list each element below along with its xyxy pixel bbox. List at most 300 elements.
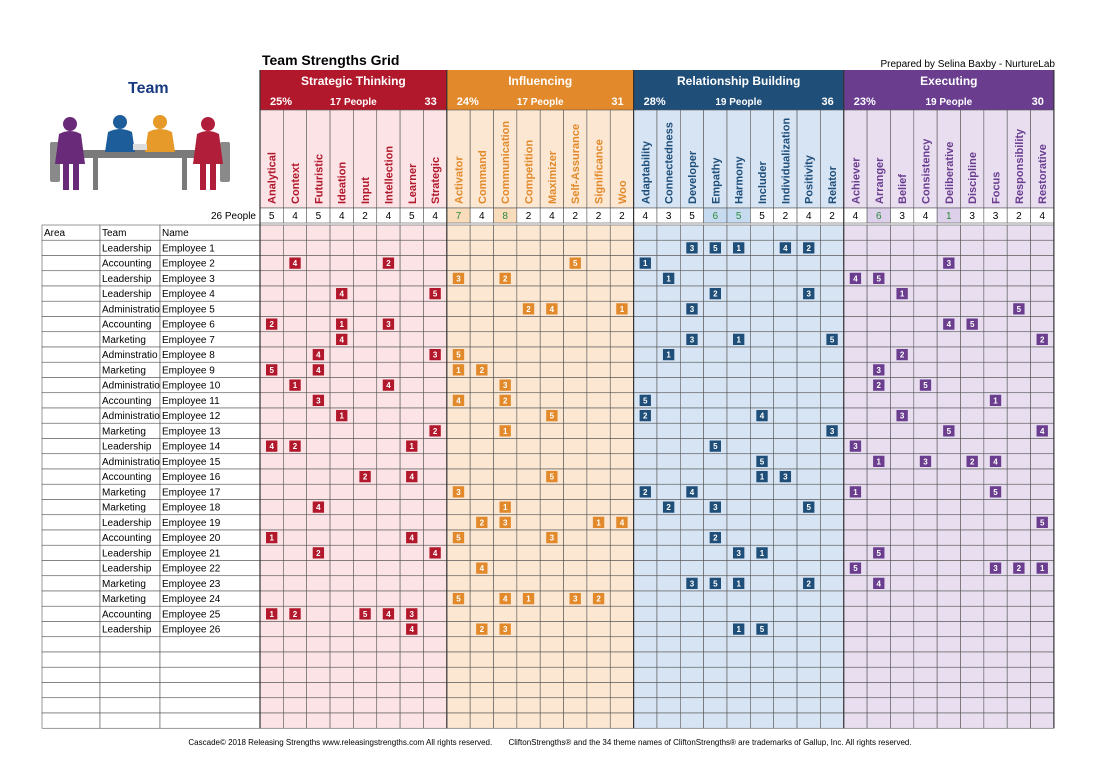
- grid-cell: [984, 637, 1007, 652]
- grid-cell: [540, 545, 563, 560]
- grid-cell: [423, 469, 446, 484]
- grid-cell: [727, 362, 750, 377]
- grid-cell: [680, 545, 703, 560]
- rank-badge-value: 4: [549, 304, 555, 314]
- rank-badge-value: 1: [736, 625, 741, 635]
- row-employee-name: Employee 13: [162, 426, 221, 438]
- grid-cell: [587, 576, 610, 591]
- grid-cell: [610, 317, 633, 332]
- grid-cell: [820, 500, 843, 515]
- theme-name: Consistency: [920, 138, 933, 204]
- theme-name: Command: [476, 150, 489, 204]
- grid-cell: [423, 713, 446, 728]
- grid-cell: [353, 576, 376, 591]
- grid-cell: [423, 484, 446, 499]
- grid-cell: [937, 530, 960, 545]
- grid-cell: [890, 713, 913, 728]
- grid-cell: [657, 423, 680, 438]
- grid-cell: [797, 545, 820, 560]
- row-team: Leadership: [102, 243, 152, 255]
- grid-cell: [307, 637, 330, 652]
- grid-cell: [727, 393, 750, 408]
- grid-cell: [774, 591, 797, 606]
- grid-cell: [750, 652, 773, 667]
- grid-cell: [377, 439, 400, 454]
- grid-cell: [657, 713, 680, 728]
- grid-cell: [680, 561, 703, 576]
- rank-badge-value: 4: [339, 289, 344, 299]
- grid-cell: [564, 713, 587, 728]
- grid-cell: [400, 561, 423, 576]
- grid-cell: [330, 500, 353, 515]
- grid-cell: [330, 240, 353, 255]
- grid-cell: [914, 317, 937, 332]
- rank-badge-value: 5: [853, 564, 858, 574]
- rank-badge-value: 4: [409, 625, 415, 635]
- grid-cell: [914, 591, 937, 606]
- rank-badge-value: 4: [946, 320, 952, 330]
- grid-cell: [750, 271, 773, 286]
- grid-cell: [610, 484, 633, 499]
- grid-cell: [890, 240, 913, 255]
- row-label-cell: [42, 469, 100, 484]
- grid-cell: [961, 378, 984, 393]
- grid-cell: [260, 500, 283, 515]
- grid-cell: [260, 637, 283, 652]
- grid-cell: [260, 667, 283, 682]
- grid-cell: [704, 332, 727, 347]
- grid-cell: [1007, 362, 1030, 377]
- grid-cell: [797, 439, 820, 454]
- grid-cell: [494, 545, 517, 560]
- grid-cell: [517, 667, 540, 682]
- grid-cell: [634, 240, 657, 255]
- grid-cell: [937, 713, 960, 728]
- grid-cell: [470, 667, 493, 682]
- theme-name: Relator: [827, 166, 840, 204]
- grid-cell: [1031, 637, 1054, 652]
- grid-cell: [797, 637, 820, 652]
- grid-cell: [540, 393, 563, 408]
- grid-cell: [540, 484, 563, 499]
- grid-cell: [564, 622, 587, 637]
- grid-cell: [564, 439, 587, 454]
- grid-cell: [844, 301, 867, 316]
- grid-cell: [820, 439, 843, 454]
- grid-cell: [867, 561, 890, 576]
- grid-cell: [797, 332, 820, 347]
- grid-cell: [704, 713, 727, 728]
- grid-cell: [774, 683, 797, 698]
- theme-count: 7: [455, 211, 462, 222]
- grid-cell: [984, 515, 1007, 530]
- grid-cell: [634, 347, 657, 362]
- grid-cell: [494, 240, 517, 255]
- grid-cell: [423, 362, 446, 377]
- grid-cell: [867, 423, 890, 438]
- row-employee-name: Employee 19: [162, 517, 221, 529]
- grid-cell: [867, 332, 890, 347]
- grid-cell: [423, 454, 446, 469]
- row-employee-name: Employee 6: [162, 319, 215, 331]
- grid-cell: [377, 530, 400, 545]
- grid-cell: [447, 317, 470, 332]
- grid-cell: [587, 637, 610, 652]
- grid-cell: [423, 271, 446, 286]
- theme-name: Focus: [990, 171, 1003, 204]
- rank-badge-value: 5: [946, 426, 952, 436]
- theme-count: 1: [946, 211, 952, 222]
- grid-cell: [727, 439, 750, 454]
- grid-cell: [914, 545, 937, 560]
- row-employee-name: Employee 21: [162, 548, 221, 560]
- grid-cell: [400, 454, 423, 469]
- grid-cell: [961, 271, 984, 286]
- grid-cell: [470, 683, 493, 698]
- grid-cell: [540, 622, 563, 637]
- grid-cell: [260, 286, 283, 301]
- grid-cell: [260, 301, 283, 316]
- grid-cell: [353, 347, 376, 362]
- row-label-cell: [42, 637, 100, 652]
- grid-cell: [914, 515, 937, 530]
- grid-cell: [867, 713, 890, 728]
- grid-cell: [844, 317, 867, 332]
- rank-badge-value: 2: [713, 533, 718, 543]
- grid-cell: [400, 347, 423, 362]
- grid-cell: [634, 439, 657, 454]
- grid-cell: [494, 454, 517, 469]
- theme-count: 5: [759, 211, 765, 222]
- grid-cell: [937, 408, 960, 423]
- grid-cell: [447, 637, 470, 652]
- row-label-cell: [42, 256, 100, 271]
- grid-cell: [634, 530, 657, 545]
- row-label-cell: [42, 667, 100, 682]
- grid-cell: [610, 576, 633, 591]
- rank-badge-value: 1: [502, 503, 508, 513]
- grid-cell: [820, 713, 843, 728]
- grid-cell: [1031, 500, 1054, 515]
- grid-cell: [377, 500, 400, 515]
- rank-badge-value: 2: [596, 594, 601, 604]
- grid-cell: [494, 713, 517, 728]
- grid-cell: [774, 347, 797, 362]
- row-label-cell: [160, 652, 260, 667]
- grid-cell: [564, 301, 587, 316]
- grid-cell: [307, 423, 330, 438]
- grid-cell: [447, 515, 470, 530]
- grid-cell: [377, 637, 400, 652]
- grid-cell: [610, 271, 633, 286]
- grid-cell: [540, 439, 563, 454]
- grid-cell: [330, 301, 353, 316]
- grid-cell: [657, 332, 680, 347]
- grid-cell: [774, 652, 797, 667]
- grid-cell: [867, 484, 890, 499]
- grid-cell: [283, 393, 306, 408]
- rank-badge-value: 2: [643, 411, 648, 421]
- grid-cell: [937, 271, 960, 286]
- grid-cell: [330, 698, 353, 713]
- grid-cell: [377, 362, 400, 377]
- grid-cell: [610, 469, 633, 484]
- domain-name: Strategic Thinking: [301, 74, 406, 88]
- grid-cell: [704, 652, 727, 667]
- grid-cell: [447, 606, 470, 621]
- row-employee-name: Employee 12: [162, 411, 221, 422]
- grid-cell: [400, 423, 423, 438]
- grid-cell: [377, 347, 400, 362]
- grid-cell: [400, 286, 423, 301]
- grid-cell: [867, 301, 890, 316]
- grid-cell: [844, 713, 867, 728]
- grid-cell: [587, 667, 610, 682]
- domain-people: 17 People: [516, 97, 564, 108]
- grid-cell: [844, 637, 867, 652]
- grid-cell: [890, 622, 913, 637]
- grid-cell: [961, 256, 984, 271]
- grid-cell: [867, 286, 890, 301]
- grid-cell: [750, 576, 773, 591]
- row-team: Leadership: [102, 624, 152, 636]
- row-employee-name: Employee 26: [162, 624, 221, 636]
- grid-cell: [914, 637, 937, 652]
- grid-cell: [400, 271, 423, 286]
- domain-people: 17 People: [330, 97, 377, 108]
- grid-cell: [750, 484, 773, 499]
- domain-percent: 25%: [270, 96, 293, 108]
- grid-cell: [797, 667, 820, 682]
- grid-cell: [680, 622, 703, 637]
- grid-cell: [564, 576, 587, 591]
- grid-cell: [634, 652, 657, 667]
- grid-cell: [984, 698, 1007, 713]
- grid-cell: [750, 378, 773, 393]
- grid-cell: [610, 347, 633, 362]
- grid-cell: [494, 332, 517, 347]
- grid-cell: [890, 606, 913, 621]
- grid-cell: [307, 698, 330, 713]
- row-label-cell: [42, 408, 100, 423]
- theme-count: 4: [1039, 211, 1046, 222]
- grid-cell: [657, 484, 680, 499]
- grid-cell: [377, 408, 400, 423]
- grid-cell: [400, 332, 423, 347]
- grid-cell: [447, 225, 470, 240]
- grid-cell: [844, 530, 867, 545]
- grid-cell: [423, 576, 446, 591]
- rank-badge-value: 3: [806, 289, 811, 299]
- grid-cell: [330, 256, 353, 271]
- domain-name: Influencing: [508, 74, 573, 88]
- grid-cell: [517, 454, 540, 469]
- grid-cell: [750, 667, 773, 682]
- grid-cell: [774, 667, 797, 682]
- row-label-cell: [42, 622, 100, 637]
- grid-cell: [657, 591, 680, 606]
- grid-cell: [797, 698, 820, 713]
- grid-cell: [984, 240, 1007, 255]
- grid-cell: [680, 667, 703, 682]
- grid-cell: [890, 454, 913, 469]
- grid-cell: [260, 393, 283, 408]
- grid-cell: [1007, 622, 1030, 637]
- grid-cell: [1007, 317, 1030, 332]
- domain-percent: 23%: [853, 96, 876, 108]
- rank-badge-value: 4: [316, 503, 321, 513]
- grid-cell: [423, 225, 446, 240]
- grid-cell: [470, 301, 493, 316]
- row-label-cell: [42, 362, 100, 377]
- grid-cell: [774, 439, 797, 454]
- theme-count: 6: [875, 211, 882, 222]
- grid-cell: [961, 606, 984, 621]
- grid-cell: [470, 484, 493, 499]
- grid-cell: [937, 484, 960, 499]
- rank-badge-value: 3: [316, 396, 321, 406]
- rank-badge-value: 3: [713, 503, 718, 513]
- row-label-cell: [42, 317, 100, 332]
- grid-cell: [657, 286, 680, 301]
- row-label-cell: [160, 637, 260, 652]
- row-team: Accounting: [102, 609, 152, 621]
- grid-cell: [890, 652, 913, 667]
- grid-cell: [890, 439, 913, 454]
- grid-cell: [961, 332, 984, 347]
- grid-cell: [774, 362, 797, 377]
- grid-cell: [423, 332, 446, 347]
- grid-cell: [890, 515, 913, 530]
- theme-count: 4: [479, 211, 485, 222]
- grid-cell: [564, 423, 587, 438]
- grid-cell: [517, 530, 540, 545]
- grid-cell: [517, 256, 540, 271]
- rank-badge-value: 2: [806, 579, 811, 589]
- grid-cell: [1007, 576, 1030, 591]
- grid-cell: [961, 683, 984, 698]
- row-employee-name: Employee 4: [162, 289, 215, 300]
- row-team: Marketing: [102, 578, 146, 590]
- theme-name: Strategic: [430, 156, 443, 204]
- row-label-cell: [42, 393, 100, 408]
- grid-cell: [634, 622, 657, 637]
- grid-cell: [517, 469, 540, 484]
- grid-cell: [914, 683, 937, 698]
- grid-cell: [610, 225, 633, 240]
- grid-cell: [330, 393, 353, 408]
- grid-cell: [1007, 256, 1030, 271]
- rank-badge-value: 1: [666, 350, 671, 360]
- grid-cell: [564, 393, 587, 408]
- theme-name: Deliberative: [943, 141, 956, 204]
- grid-cell: [330, 515, 353, 530]
- grid-cell: [750, 500, 773, 515]
- row-team: Accounting: [102, 319, 152, 331]
- grid-cell: [283, 317, 306, 332]
- grid-cell: [727, 698, 750, 713]
- grid-cell: [961, 713, 984, 728]
- grid-cell: [283, 454, 306, 469]
- row-team: Leadership: [102, 273, 152, 285]
- row-label-cell: [160, 713, 260, 728]
- row-employee-name: Employee 11: [162, 395, 220, 407]
- theme-count: 2: [525, 211, 532, 222]
- grid-cell: [844, 378, 867, 393]
- grid-cell: [1007, 332, 1030, 347]
- grid-cell: [914, 530, 937, 545]
- grid-cell: [353, 622, 376, 637]
- grid-cell: [400, 683, 423, 698]
- rank-badge-value: 5: [643, 396, 648, 406]
- grid-cell: [820, 484, 843, 499]
- grid-cell: [283, 500, 306, 515]
- rank-badge-value: 4: [456, 396, 461, 406]
- grid-cell: [657, 317, 680, 332]
- grid-cell: [750, 347, 773, 362]
- grid-cell: [657, 667, 680, 682]
- grid-cell: [400, 378, 423, 393]
- grid-cell: [774, 256, 797, 271]
- grid-cell: [610, 454, 633, 469]
- grid-cell: [377, 622, 400, 637]
- grid-cell: [353, 545, 376, 560]
- grid-cell: [540, 667, 563, 682]
- grid-cell: [704, 256, 727, 271]
- grid-cell: [423, 515, 446, 530]
- grid-cell: [353, 500, 376, 515]
- grid-cell: [937, 347, 960, 362]
- grid-cell: [283, 545, 306, 560]
- domain-total: 30: [1031, 96, 1044, 108]
- grid-cell: [797, 378, 820, 393]
- grid-cell: [330, 378, 353, 393]
- grid-cell: [961, 347, 984, 362]
- theme-count: 3: [899, 211, 905, 222]
- grid-cell: [564, 362, 587, 377]
- rank-badge-value: 4: [1039, 426, 1045, 436]
- grid-cell: [260, 561, 283, 576]
- grid-cell: [1031, 256, 1054, 271]
- domain-total: 36: [821, 96, 834, 108]
- grid-cell: [470, 240, 493, 255]
- grid-cell: [844, 652, 867, 667]
- grid-cell: [330, 622, 353, 637]
- grid-cell: [657, 652, 680, 667]
- grid-cell: [377, 561, 400, 576]
- grid-cell: [353, 286, 376, 301]
- grid-cell: [353, 667, 376, 682]
- grid-cell: [517, 439, 540, 454]
- rank-badge-value: 1: [899, 289, 905, 299]
- grid-cell: [680, 378, 703, 393]
- grid-cell: [353, 362, 376, 377]
- grid-cell: [797, 606, 820, 621]
- grid-cell: [610, 667, 633, 682]
- grid-cell: [330, 683, 353, 698]
- grid-cell: [937, 332, 960, 347]
- grid-cell: [307, 286, 330, 301]
- grid-cell: [400, 637, 423, 652]
- grid-cell: [260, 271, 283, 286]
- grid-cell: [260, 423, 283, 438]
- column-header-area: Area: [44, 228, 66, 239]
- grid-cell: [750, 637, 773, 652]
- grid-cell: [820, 256, 843, 271]
- grid-cell: [330, 667, 353, 682]
- grid-cell: [494, 698, 517, 713]
- grid-cell: [517, 576, 540, 591]
